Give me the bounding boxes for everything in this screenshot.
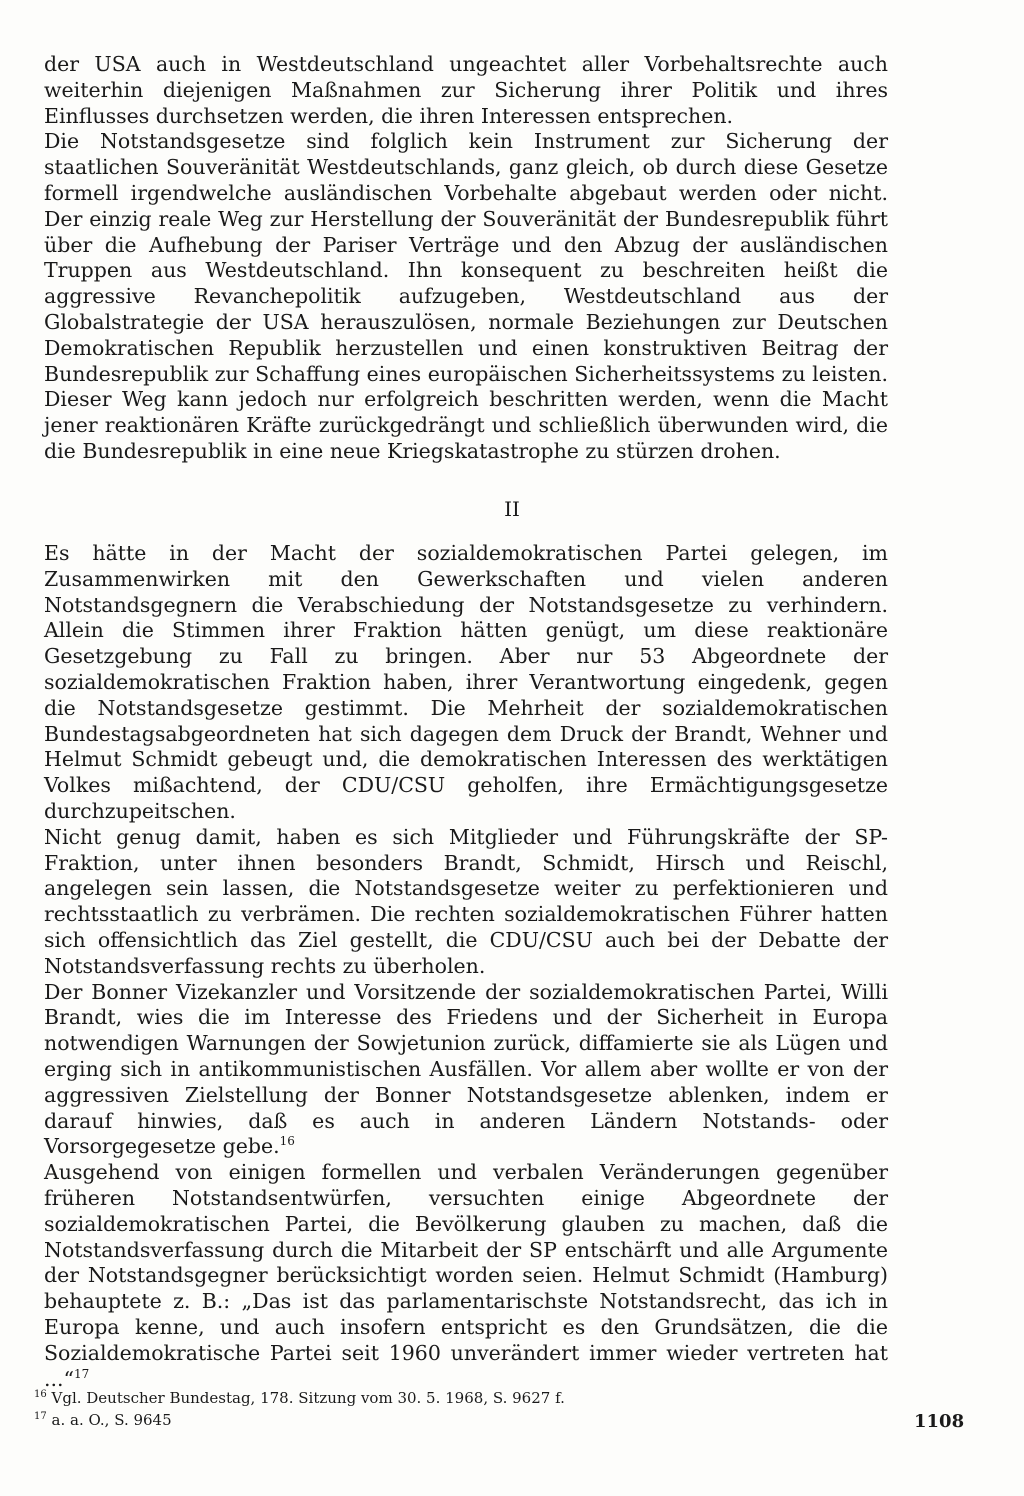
- footnote-ref-16: 16: [279, 1134, 295, 1149]
- section-heading: II: [504, 497, 520, 521]
- paragraph-sovereignty: Die Notstandsgesetze sind folglich kein Instrument zur Sicherung der staatlichen Souveränität Westdeutschlands, ganz gleich, ob durch diese Gesetze formell irgendwelche ausländischen Vorbehalte abgebaut werden oder nicht. Der einzig reale Weg zur Herstellung der Souveränität der Bundesrepublik führt über die Aufhebung der Pariser Verträge und den Abzug der ausländischen Truppen aus Westdeutschland. Ihn konsequent zu beschreiten heißt die aggressive Revanchepolitik aufzugeben, Westdeutschland aus der Globalstrategie der USA herauszulösen, normale Beziehungen zur Deutschen Demokratischen Republik herzustellen und einen konstruktiven Beitrag der Bundesrepublik zur Schaffung eines europäischen Sicherheitssystems zu leisten. Dieser Weg kann jedoch nur erfolgreich beschritten werden, wenn die Macht jener reaktionären Kräfte zurückgedrängt und schließlich überwunden wird, die die Bundesrepublik in eine neue Kriegskatastrophe zu stürzen drohen.: [44, 129, 888, 463]
- paragraph-schmidt: [44, 1160, 888, 1392]
- footnote-text: Vgl. Deutscher Bundestag, 178. Sitzung vom 30. 5. 1968, S. 9627 f.: [51, 1389, 565, 1407]
- footnote-mark: 17: [34, 1411, 47, 1422]
- footnote-mark: 16: [34, 1389, 47, 1400]
- paragraph-sp-fraction: Nicht genug damit, haben es sich Mitglieder und Führungskräfte der SP-Fraktion, unter ihnen besonders Brandt, Schmidt, Hirsch und Reischl, angelegen sein lassen, die Notstandsgesetze weiter zu perfektionieren und rechtsstaatlich zu verbrämen. Die rechten sozialdemokratischen Führer hatten sich offensichtlich das Ziel gestellt, die CDU/CSU auch bei der Debatte der Notstandsverfassung rechts zu überholen.: [44, 824, 888, 978]
- footnote-ref-17: 17: [74, 1366, 90, 1381]
- paragraph-spd-power: Es hätte in der Macht der sozialdemokratischen Partei gelegen, im Zusammenwirken mit den Gewerkschaften und vielen anderen Notstandsgegnern die Verabschiedung der Notstandsgesetze zu verhindern. Allein die Stimmen ihrer Fraktion hätten genügt, um diese reaktionäre Gesetzgebung zu Fall zu bringen. Aber nur 53 Abgeordnete der sozialdemokratischen Fraktion haben, ihrer Verantwortung eingedenk, gegen die Notstandsgesetze gestimmt. Die Mehrheit der sozialdemokratischen Bundestagsabgeordneten hat sich dagegen dem Druck der Brandt, Wehner und Helmut Schmidt gebeugt und, die demokratischen Interessen des werktätigen Volkes mißachtend, der CDU/CSU geholfen, ihre Ermächtigungsgesetze durchzupeitschen.: [44, 541, 888, 823]
- paragraph-brandt-text: Der Bonner Vizekanzler und Vorsitzende der sozialdemokratischen Partei, Willi Brandt, wies die im Interesse des Friedens und der Sicherheit in Europa notwendigen Warnungen der Sowjetunion zurück, diffamierte sie als Lügen und erging sich in antikommunistischen Ausfällen. Vor allem aber wollte er von der aggressiven Zielstellung der Bonner Notstandsgesetze ablenken, indem er darauf hinwies, daß es auch in anderen Ländern Notstands- oder Vorsorgegesetze gebe.: [44, 979, 888, 1159]
- footnote-17: [34, 1409, 734, 1431]
- footnotes: [34, 1387, 734, 1431]
- top-text-block: [44, 52, 888, 465]
- section-text-block: [44, 541, 888, 1392]
- paragraph-brandt: [44, 980, 888, 1161]
- page-number: 1108: [914, 1411, 965, 1432]
- footnote-16: [34, 1387, 734, 1409]
- paragraph-continuation: der USA auch in Westdeutschland ungeachtet aller Vorbehaltsrechte auch weiterhin diejenigen Maßnahmen zur Sicherung ihrer Politik und ihres Einflusses durchsetzen werden, die ihren Interessen entsprechen.: [44, 52, 888, 128]
- footnote-text: a. a. O., S. 9645: [51, 1411, 172, 1429]
- paragraph-schmidt-text: Ausgehend von einigen formellen und verbalen Veränderungen gegenüber früheren Notstandsentwürfen, versuchten einige Abgeordnete der sozialdemokratischen Partei, die Bevölkerung glauben zu machen, daß die Notstandsverfassung durch die Mitarbeit der SP entschärft und alle Argumente der Notstandsgegner berücksichtigt worden seien. Helmut Schmidt (Hamburg) behauptete z. B.: „Das ist das parlamentarischste Notstandsrecht, das ich in Europa kenne, und auch insofern entspricht es den Grundsätzen, die die Sozialdemokratische Partei seit 1960 unverändert immer wieder vertreten hat ...“: [44, 1160, 888, 1391]
